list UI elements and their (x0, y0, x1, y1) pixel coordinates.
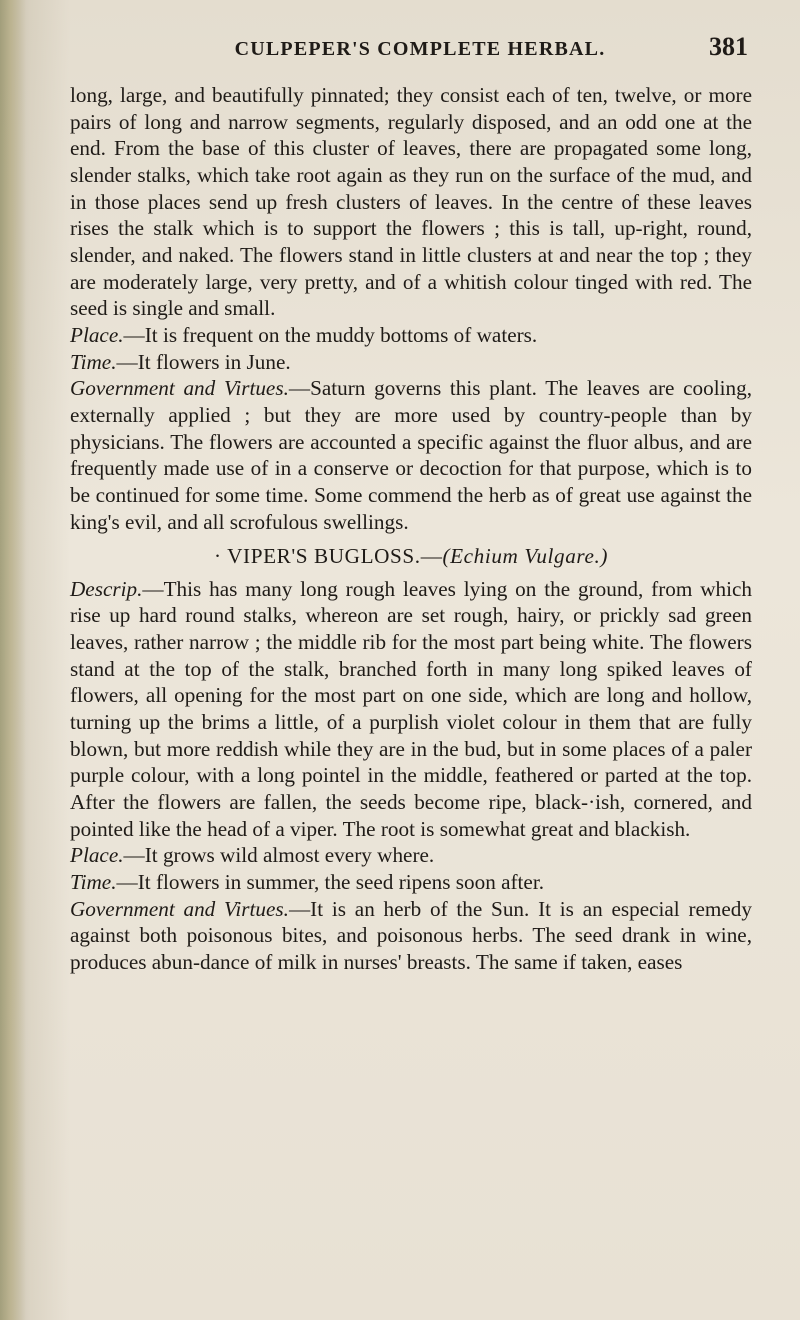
continued-description: long, large, and beautifully pinnated; they consist each of ten, twelve, or more pairs of long and narrow segments, regularly disposed, and an odd one at the end. From the base of this cluster of leaves, there are propagated some long, slender stalks, which take root again as they run on the surface of the mud, and in those places send up fresh clusters of leaves. In the centre of these leaves rises the stalk which is to support the flowers ; this is tall, up-right, round, slender, and naked. The flowers stand in little clusters at and near the top ; they are moderately large, very pretty, and of a whitish colour tinged with red. The seed is single and small. (70, 83, 752, 321)
page-spine-shadow (0, 0, 26, 1320)
running-title: CULPEPER'S COMPLETE HERBAL. (234, 38, 606, 60)
entry-government-label: Government and Virtues. (70, 896, 289, 921)
time-label: Time. (70, 349, 117, 374)
entry-time-paragraph (70, 869, 752, 896)
government-text: —Saturn governs this plant. The leaves are cooling, externally applied ; but they are more used by country-people than by physicians. The flowers are accounted a specific against the fluor albus, and are frequently made use of in a conserve or decoction for that purpose, which is to be continued for some time. Some commend the herb as of great use against the king's evil, and all scrofulous swellings. (70, 376, 752, 534)
government-paragraph (70, 375, 752, 535)
entry-government-paragraph (70, 896, 752, 976)
descrip-text: —This has many long rough leaves lying on the ground, from which rise up hard round stalks, whereon are set rough, hairy, or prickly sad green leaves, rather narrow ; the middle rib for the most part being white. The flowers stand at the top of the stalk, branched forth in many long spiked leaves of flowers, all opening for the most part on one side, which are long and hollow, turning up the brims a little, of a purplish violet colour in them that are fully blown, but more reddish while they are in the bud, but in some places of a paler purple colour, with a long pointel in the middle, feathered or parted at the top. After the flowers are fallen, the seeds become ripe, black-·ish, cornered, and pointed like the head of a viper. The root is somewhat great and blackish. (70, 576, 752, 841)
place-label: Place. (70, 322, 124, 347)
place-paragraph (70, 322, 752, 349)
entry-government-text: —It is an herb of the Sun. It is an especial remedy against both poisonous bites, and poisonous herbs. The seed drank in wine, produces abun-dance of milk in nurses' breasts. The same if taken, eases (70, 896, 752, 974)
page-number: 381 (709, 32, 748, 61)
entry-description-paragraph (70, 576, 752, 843)
place-text: —It is frequent on the muddy bottoms of waters. (123, 322, 538, 347)
running-header (90, 32, 750, 68)
entry-place-label: Place. (70, 843, 124, 868)
entry-title: · VIPER'S BUGLOSS.— (213, 544, 443, 569)
entry-place-paragraph (70, 842, 752, 869)
entry-place-text: —It grows wild almost every where. (123, 843, 435, 868)
entry-time-label: Time. (70, 870, 117, 895)
time-paragraph (70, 349, 752, 376)
descrip-label: Descrip. (70, 576, 143, 601)
entry-heading (70, 543, 752, 570)
entry-time-text: —It flowers in summer, the seed ripens soon after. (116, 870, 545, 895)
government-label: Government and Virtues. (70, 376, 289, 401)
time-text: —It flowers in June. (116, 349, 291, 374)
entry-botanical-name: (Echium Vulgare.) (442, 544, 609, 569)
page-body (70, 82, 752, 976)
